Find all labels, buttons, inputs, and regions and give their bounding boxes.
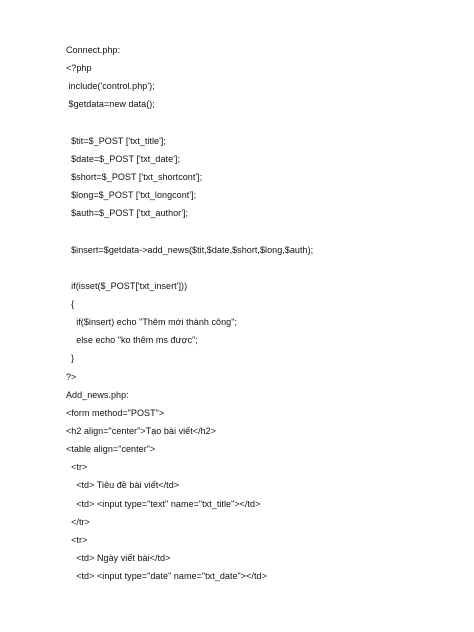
code-line: if($insert) echo "Thêm mới thành công";	[66, 317, 238, 328]
blank-line	[66, 262, 446, 274]
code-line: <table align="center">	[66, 444, 156, 455]
code-line: }	[66, 353, 75, 364]
code-line: </tr>	[66, 516, 90, 527]
code-line: <tr>	[66, 534, 88, 545]
code-line: ?>	[66, 371, 77, 382]
blank-line	[66, 225, 446, 237]
code-line: <td> Ngày viết bài</td>	[66, 552, 171, 563]
code-line: $insert=$getdata->add_news($tit,$date,$short,$long,$auth);	[66, 244, 314, 255]
section-heading-add-news: Add_news.php:	[66, 389, 129, 400]
code-line: <td> Tiêu đề bài viết</td>	[66, 480, 180, 491]
code-line: $auth=$_POST ['txt_author'];	[66, 208, 189, 219]
code-line: <form method="POST">	[66, 407, 165, 418]
code-line: $date=$_POST ['txt_date'];	[66, 153, 180, 164]
code-line: $tit=$_POST ['txt_title'];	[66, 135, 166, 146]
code-line: $getdata=new data();	[66, 99, 155, 110]
code-line: <td> <input type="text" name="txt_title"></td>	[66, 498, 261, 509]
blank-line	[66, 117, 446, 129]
code-line: <h2 align="center">Tạo bài viết</h2>	[66, 425, 217, 436]
section-heading-connect: Connect.php:	[66, 45, 121, 55]
code-line: <?php	[66, 63, 92, 74]
code-line: {	[66, 298, 75, 309]
code-line: include('control.php');	[66, 81, 155, 92]
code-line: $short=$_POST ['txt_shortcont'];	[66, 171, 203, 182]
code-block	[66, 44, 446, 588]
code-line: else echo "ko thêm ms được";	[66, 335, 198, 346]
code-line: <td> <input type="date" name="txt_date"></td>	[66, 571, 267, 582]
code-line: <tr>	[66, 462, 88, 473]
code-line: $long=$_POST ['txt_longcont'];	[66, 190, 197, 201]
code-line: if(isset($_POST['txt_insert']))	[66, 280, 188, 291]
